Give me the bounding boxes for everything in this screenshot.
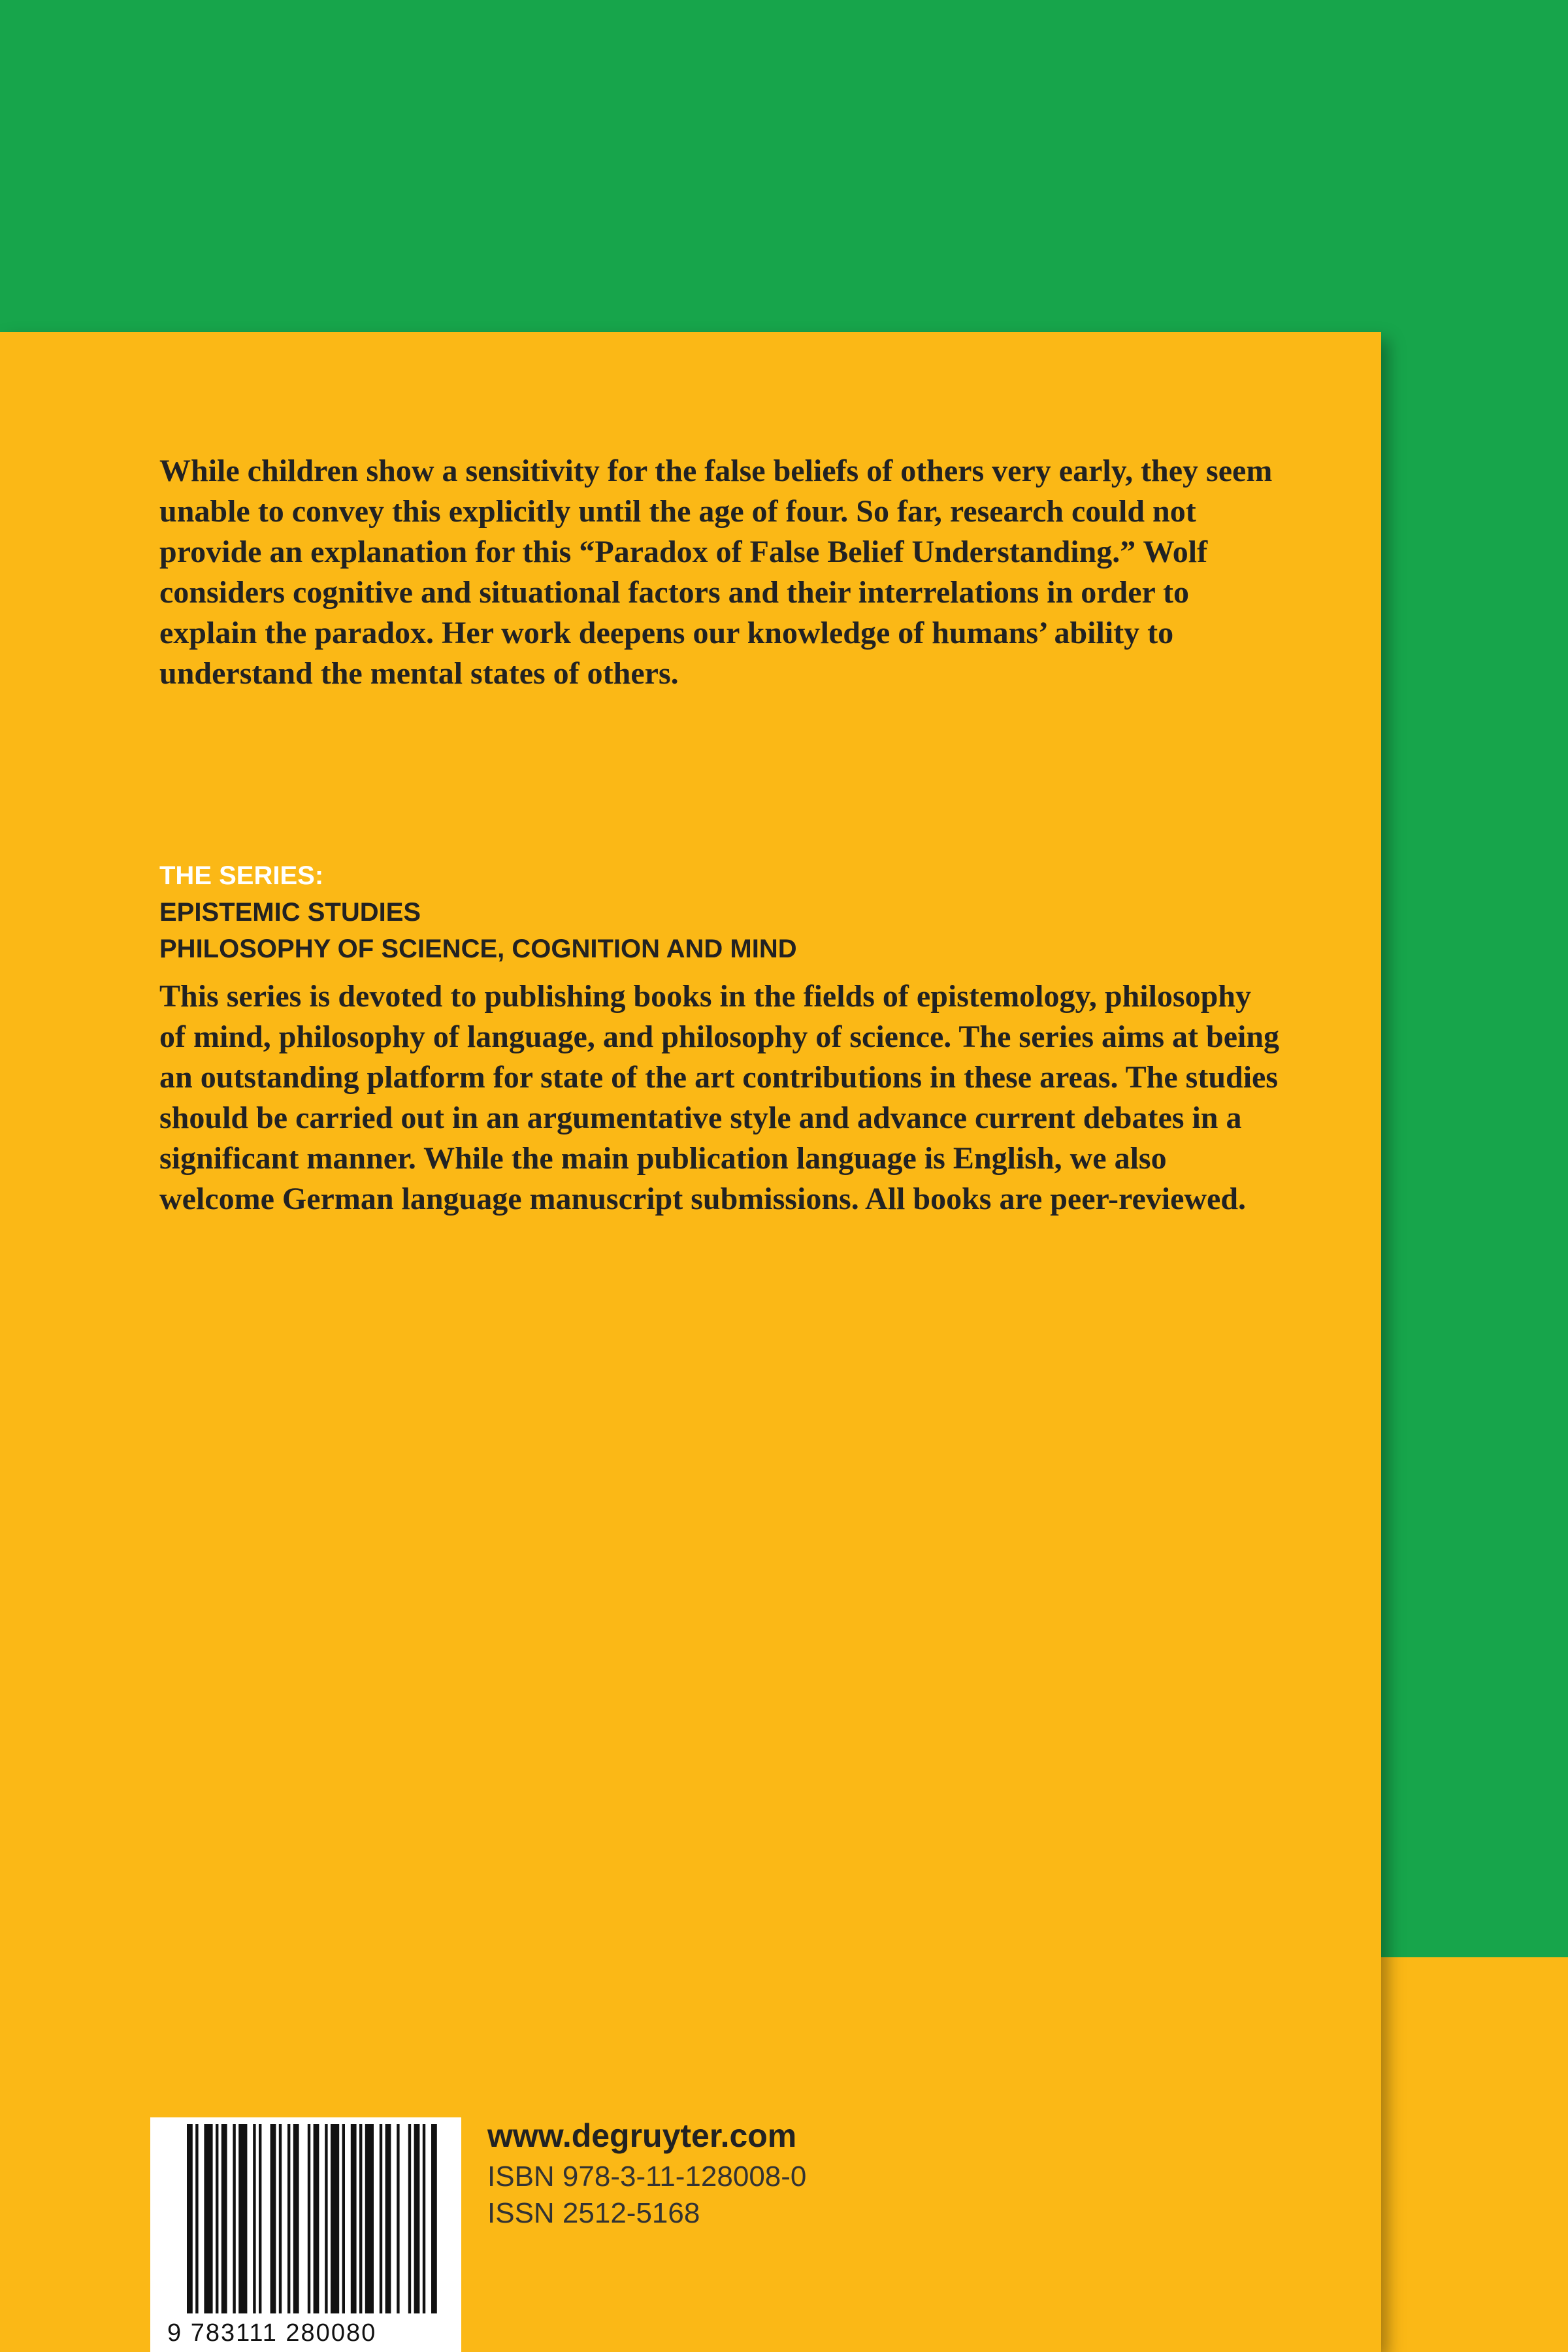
barcode-bar xyxy=(365,2124,374,2313)
publisher-url[interactable]: www.degruyter.com xyxy=(487,2117,797,2154)
barcode-bar xyxy=(414,2124,420,2313)
barcode-bar xyxy=(221,2124,227,2313)
issn-text: ISSN 2512-5168 xyxy=(487,2197,700,2229)
barcode-bar xyxy=(287,2124,290,2313)
barcode-bar xyxy=(380,2124,382,2313)
barcode-bar xyxy=(431,2124,437,2313)
barcode-bar xyxy=(359,2124,362,2313)
barcode-bar xyxy=(293,2124,299,2313)
series-name-line2: PHILOSOPHY OF SCIENCE, COGNITION AND MIND xyxy=(159,935,797,963)
barcode-bar xyxy=(308,2124,310,2313)
isbn-text: ISBN 978-3-11-128008-0 xyxy=(487,2161,807,2193)
barcode-bar xyxy=(187,2124,193,2313)
barcode-digits: 9 783111 280080 xyxy=(167,2319,377,2347)
barcode-bar xyxy=(325,2124,327,2313)
book-blurb: While children show a sensitivity for the false beliefs of others very early, they seem unable to convey this explicitly until the age of four. So far, research could not provide an explanation for this “Paradox of False Belief Understanding.” Wolf considers cognitive and situational factors and their interrelations in order to explain the paradox. Her work deepens our knowledge of humans’ ability to understand the mental states of others. xyxy=(159,454,1273,691)
barcode-bar xyxy=(253,2124,255,2313)
barcode-bar xyxy=(331,2124,339,2313)
series-name-line1: EPISTEMIC STUDIES xyxy=(159,898,421,927)
barcode-bar xyxy=(279,2124,282,2313)
barcode-bar xyxy=(270,2124,276,2313)
green-right-band xyxy=(1381,332,1568,1957)
barcode-bar xyxy=(351,2124,357,2313)
barcode-bar xyxy=(385,2124,391,2313)
barcode-bar xyxy=(204,2124,212,2313)
barcode-bar xyxy=(314,2124,319,2313)
barcode-bar xyxy=(216,2124,218,2313)
barcode-bar xyxy=(397,2124,399,2313)
barcode-bar xyxy=(342,2124,345,2313)
barcode-bars xyxy=(150,2117,461,2352)
barcode-bar xyxy=(423,2124,425,2313)
barcode-bar xyxy=(195,2124,198,2313)
barcode xyxy=(150,2117,461,2352)
series-label: THE SERIES: xyxy=(159,861,324,890)
barcode-bar xyxy=(259,2124,261,2313)
barcode-bar xyxy=(233,2124,235,2313)
barcode-bar xyxy=(408,2124,411,2313)
barcode-bar xyxy=(238,2124,247,2313)
series-description: This series is devoted to publishing books in the fields of epistemology, philosophy of mind, philosophy of language, and philosophy of science. The series aims at being an outstanding platform for state of the art contributions in these areas. The studies should be carried out in an argumentative style and advance current debates in a significant manner. While the main publication language is English, we also welcome German language manuscript submissions. All books are peer-reviewed. xyxy=(159,979,1280,1216)
green-top-band xyxy=(0,0,1568,332)
